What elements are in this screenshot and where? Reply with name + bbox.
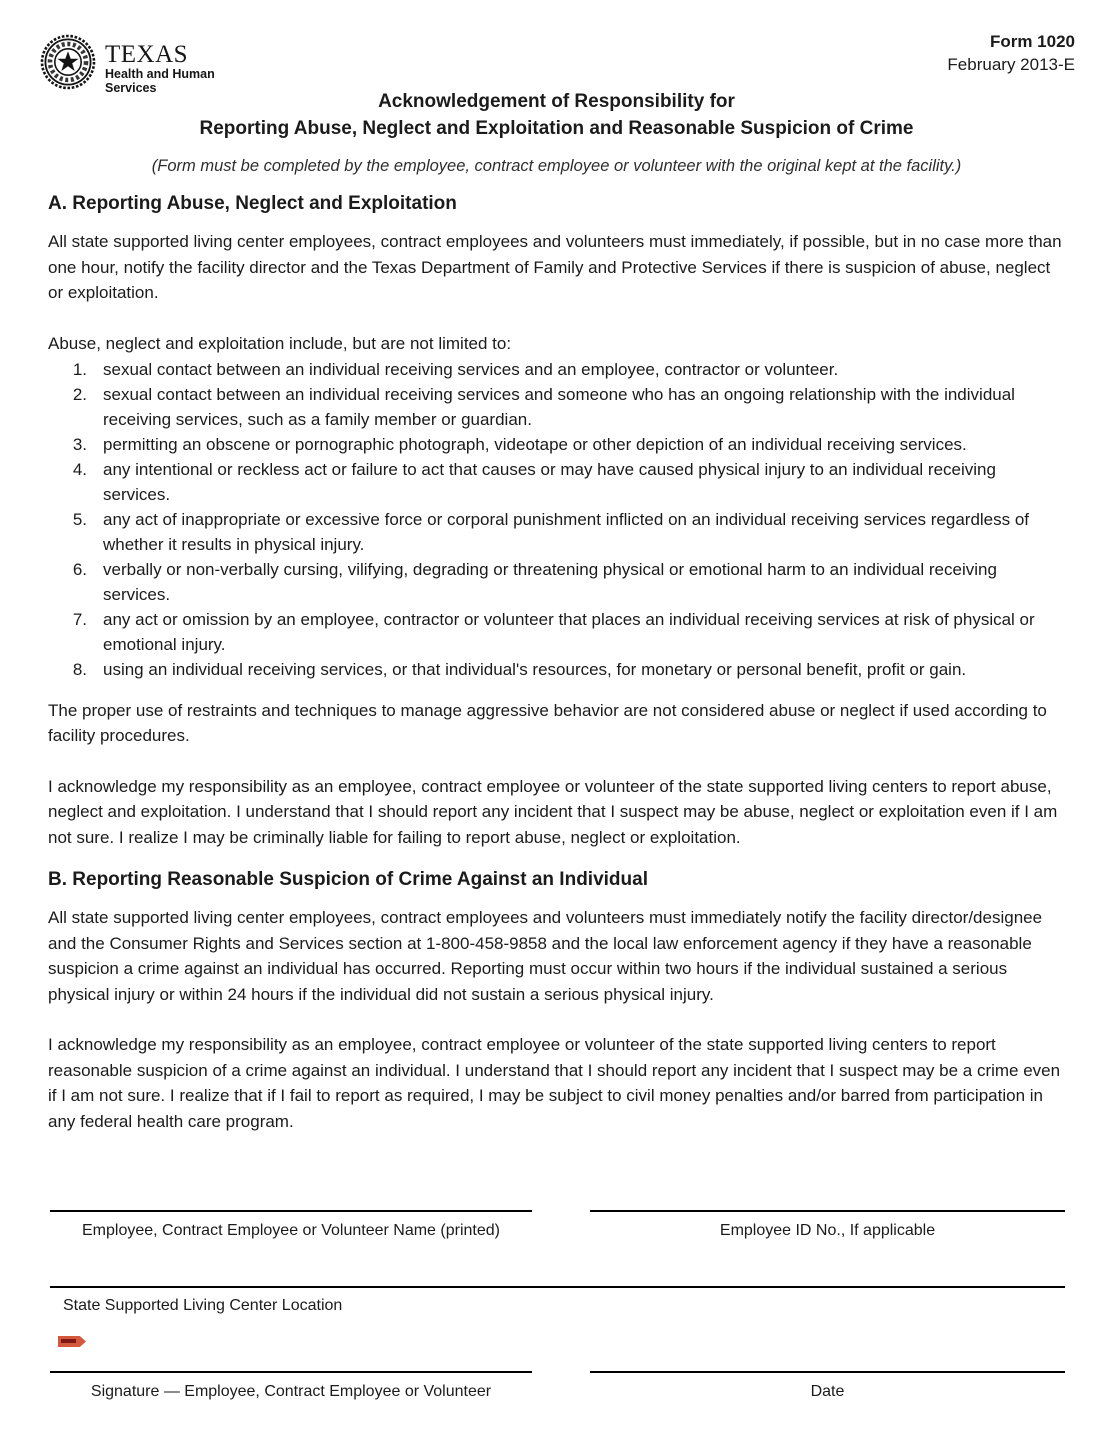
list-item	[48, 382, 1065, 432]
section-a-paragraph-1: All state supported living center employees, contract employees and volunteers must immediately, if possible, but in no case more than one hour, notify the facility director and the Texas Department of Family and Protective Services if there is suspicion of abuse, neglect or exploitation.	[48, 232, 1062, 302]
list-item	[48, 432, 1065, 457]
list-item-text: any act of inappropriate or excessive force or corporal punishment inflicted on an individual receiving services regardless of whether it results in physical injury.	[103, 509, 1030, 554]
list-item	[48, 657, 1065, 682]
list-item-text: sexual contact between an individual receiving services and someone who has an ongoing relationship with the individual receiving services, such as a family member or guardian.	[103, 384, 1015, 429]
printed-name-label: Employee, Contract Employee or Volunteer Name (printed)	[82, 1222, 500, 1239]
date-label: Date	[810, 1383, 845, 1400]
abuse-list-intro: Abuse, neglect and exploitation include, but are not limited to:	[48, 333, 512, 353]
list-item-number: 7.	[72, 609, 87, 629]
location-field	[50, 1286, 1065, 1316]
logo-dept-line1: Health and Human	[105, 67, 215, 81]
list-item	[48, 507, 1065, 557]
printed-name-field	[50, 1210, 532, 1241]
form-title-line2: Reporting Abuse, Neglect and Exploitation and Reasonable Suspicion of Crime	[199, 118, 914, 139]
employee-id-label: Employee ID No., If applicable	[719, 1222, 936, 1239]
list-item-number: 3.	[72, 434, 87, 454]
list-item-number: 8.	[72, 659, 87, 679]
logo-org-name: TEXAS	[105, 41, 189, 68]
employee-id-field	[590, 1210, 1065, 1241]
list-item	[48, 457, 1065, 507]
list-item-number: 5.	[72, 509, 87, 529]
list-item-text: any intentional or reckless act or failure to act that causes or may have caused physical injury to an individual receiving services.	[103, 459, 996, 504]
section-b-paragraph-1: All state supported living center employees, contract employees and volunteers must immediately notify the facility director/designee and the Consumer Rights and Services section at 1-800-458-9858 and the local law enforcement agency if they have a reasonable suspicion a crime against an individual has occurred. Reporting must occur within two hours if the individual sustained a serious physical injury or within 24 hours if the individual did not sustain a serious physical injury.	[48, 908, 1043, 1004]
list-item	[48, 357, 1065, 382]
list-item-number: 4.	[72, 459, 87, 479]
form-number: Form 1020	[989, 32, 1075, 51]
list-item-text: verbally or non-verbally cursing, vilifying, degrading or threatening physical or emotional harm to an individual receiving services.	[103, 559, 997, 604]
section-a-heading: A. Reporting Abuse, Neglect and Exploitation	[48, 193, 457, 214]
list-item-text: using an individual receiving services, or that individual's resources, for monetary or personal benefit, profit or gain.	[103, 659, 967, 679]
list-item-number: 1.	[72, 359, 87, 379]
abuse-definition-list	[48, 357, 1065, 682]
printed-name-and-id-row	[50, 1210, 1065, 1241]
list-item-text: any act or omission by an employee, contractor or volunteer that places an individual receiving services at risk of physical or emotional injury.	[103, 609, 1035, 654]
sign-here-arrow-tag-icon[interactable]	[58, 1336, 86, 1347]
list-item	[48, 607, 1065, 657]
form-title	[48, 88, 1065, 142]
list-item-number: 2.	[72, 384, 87, 404]
list-item-text: permitting an obscene or pornographic photograph, videotape or other depiction of an individual receiving services.	[103, 434, 967, 454]
list-item-text: sexual contact between an individual receiving services and an employee, contractor or volunteer.	[103, 359, 839, 379]
signature-field	[50, 1371, 532, 1402]
logo-dept-line2: Services	[105, 81, 157, 95]
section-b-heading: B. Reporting Reasonable Suspicion of Crime Against an Individual	[48, 869, 648, 890]
section-b-acknowledgement-paragraph: I acknowledge my responsibility as an employee, contract employee or volunteer of the state supported living centers to report reasonable suspicion of a crime against an individual. I understand that I should report any incident that I suspect may be a crime even if I am not sure. I realize that if I fail to report as required, I may be subject to civil money penalties and/or barred from participation in any federal health care program.	[48, 1035, 1061, 1131]
form-title-line1: Acknowledgement of Responsibility for	[378, 91, 735, 112]
list-item-number: 6.	[72, 559, 87, 579]
document-body	[48, 0, 1065, 1134]
location-label: State Supported Living Center Location	[63, 1297, 343, 1314]
signature-label: Signature — Employee, Contract Employee or Volunteer	[90, 1383, 492, 1400]
list-item	[48, 557, 1065, 607]
section-a-restraints-paragraph: The proper use of restraints and techniques to manage aggressive behavior are not considered abuse or neglect if used according to facility procedures.	[48, 700, 1047, 745]
form-instruction-note: (Form must be completed by the employee, contract employee or volunteer with the original kept at the facility.)	[151, 157, 962, 175]
signature-and-date-row	[50, 1371, 1065, 1402]
form-revision-date: February 2013-E	[947, 55, 1075, 74]
date-field	[590, 1371, 1065, 1402]
section-a-acknowledgement-paragraph: I acknowledge my responsibility as an employee, contract employee or volunteer of the state supported living centers to report abuse, neglect and exploitation. I understand that I should report any incident that I suspect may be abuse, neglect or exploitation even if I am not sure. I realize I may be criminally liable for failing to report abuse, neglect or exploitation.	[48, 776, 1058, 847]
